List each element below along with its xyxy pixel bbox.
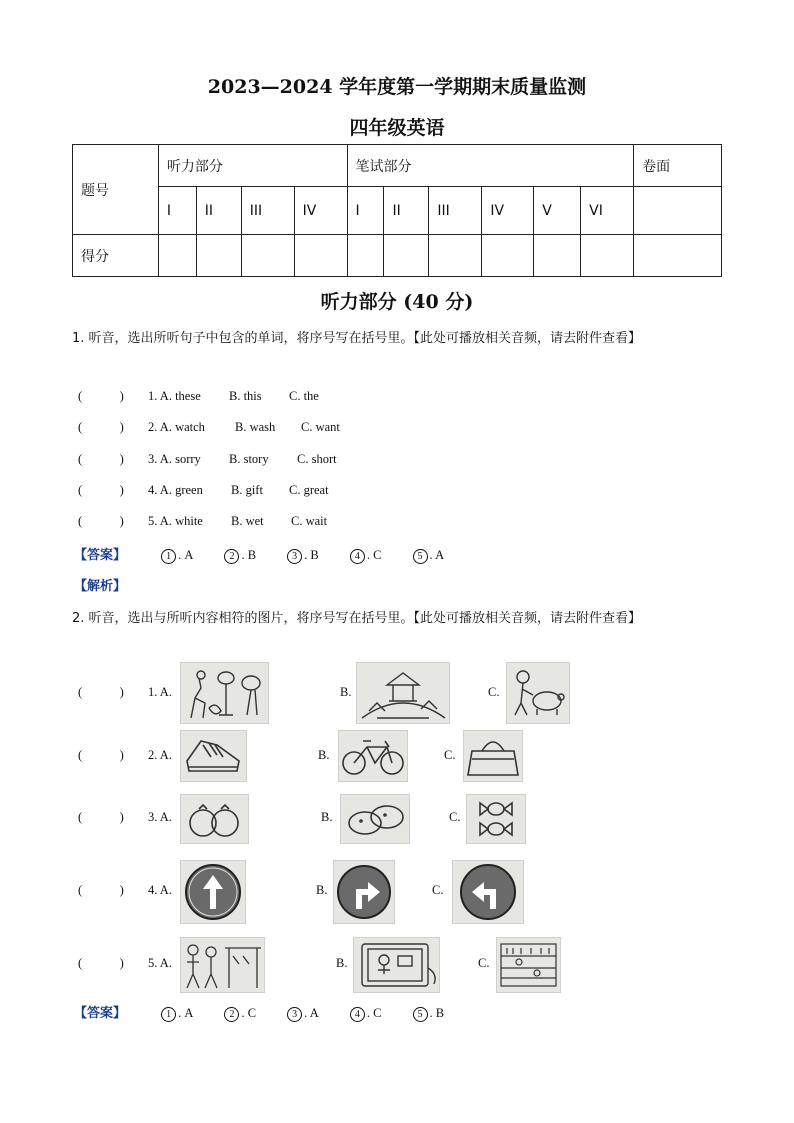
option-a-label: 1. A.: [148, 685, 172, 699]
answer-paren[interactable]: ( ): [78, 956, 124, 970]
answer-paren[interactable]: ( ): [78, 483, 124, 497]
option-a: 5. A. white: [148, 514, 203, 528]
writing-col: III: [429, 187, 482, 235]
answer-paren[interactable]: ( ): [78, 883, 124, 897]
option-b-label: B.: [321, 810, 333, 824]
score-cell[interactable]: [158, 235, 196, 277]
q1-instruction: 1. 听音，选出所听句子中包含的单词，将序号写在括号里。【此处可播放相关音频，请去附件查看】: [72, 331, 642, 346]
shop-shelf-image: [496, 937, 561, 993]
option-a: 4. A. green: [148, 483, 203, 497]
option-c-label: C.: [432, 883, 444, 897]
tomatoes-image: [180, 794, 249, 844]
group-writing: 笔试部分: [347, 145, 634, 187]
group-neatness: 卷面: [634, 145, 722, 187]
turn-left-sign-image: [452, 860, 524, 924]
answer-paren[interactable]: ( ): [78, 685, 124, 699]
children-stall-image: [180, 937, 265, 993]
score-cell[interactable]: [294, 235, 347, 277]
tablet-screen-image: [353, 937, 440, 993]
score-cell[interactable]: [634, 235, 722, 277]
listening-col: III: [241, 187, 294, 235]
score-cell[interactable]: [384, 235, 429, 277]
option-a-label: 5. A.: [148, 956, 172, 970]
option-c: C. the: [289, 389, 319, 403]
q2-instruction: 2. 听音，选出与所听内容相符的图片，将序号写在括号里。【此处可播放相关音频，请去附件查看】: [72, 611, 642, 626]
option-c-label: C.: [488, 685, 500, 699]
answer-1: 1 . A: [161, 548, 193, 562]
option-b: B. wash: [235, 420, 276, 434]
option-c: C. great: [289, 483, 329, 497]
score-cell[interactable]: [482, 235, 534, 277]
writing-col: V: [534, 187, 581, 235]
row-label-question: 题号: [73, 145, 159, 235]
exam-title: 2023—2024 学年度第一学期期末质量监测: [207, 76, 587, 98]
option-b-label: B.: [336, 956, 348, 970]
answer-1: 1 . A: [161, 1006, 193, 1020]
writing-col: II: [384, 187, 429, 235]
option-c-label: C.: [449, 810, 461, 824]
bicycle-image: [338, 730, 408, 782]
answer-paren[interactable]: ( ): [78, 810, 124, 824]
exam-subtitle: 四年级英语: [349, 117, 445, 139]
answer-paren[interactable]: ( ): [78, 420, 124, 434]
option-a-label: 2. A.: [148, 748, 172, 762]
option-c: C. short: [297, 452, 337, 466]
writing-col: I: [347, 187, 384, 235]
score-cell[interactable]: [534, 235, 581, 277]
option-c: C. wait: [291, 514, 328, 528]
option-c-label: C.: [444, 748, 456, 762]
option-b-label: B.: [318, 748, 330, 762]
option-a-label: 3. A.: [148, 810, 172, 824]
answer-2: 2 . C: [224, 1006, 256, 1020]
option-b: B. story: [229, 452, 269, 466]
listening-col: IV: [294, 187, 347, 235]
option-b: B. this: [229, 389, 262, 403]
answer-paren[interactable]: ( ): [78, 452, 124, 466]
option-c: C. want: [301, 420, 340, 434]
turn-right-sign-image: [333, 860, 395, 924]
q1-answer-row: [74, 544, 444, 564]
potatoes-image: [340, 794, 410, 844]
answer-2: 2 . B: [224, 548, 256, 562]
row-label-score: 得分: [73, 235, 159, 277]
score-cell[interactable]: [347, 235, 384, 277]
answer-tag: 【答案】: [74, 548, 127, 563]
score-cell[interactable]: [241, 235, 294, 277]
writing-col: IV: [482, 187, 534, 235]
q2-answer-row: [74, 1002, 444, 1022]
zoo-animals-image: [180, 662, 269, 724]
answer-paren[interactable]: ( ): [78, 748, 124, 762]
answer-4: 4 . C: [350, 548, 382, 562]
answer-paren[interactable]: ( ): [78, 514, 124, 528]
score-table: [72, 144, 722, 277]
answer-3: 3 . B: [287, 548, 319, 562]
option-b-label: B.: [340, 685, 352, 699]
neatness-cell: [634, 187, 722, 235]
group-listening: 听力部分: [158, 145, 347, 187]
answer-3: 3 . A: [287, 1006, 319, 1020]
answer-5: 5 . B: [413, 1006, 445, 1020]
writing-col: VI: [581, 187, 634, 235]
candies-image: [466, 794, 526, 844]
answer-paren[interactable]: ( ): [78, 389, 124, 403]
listening-col: II: [196, 187, 241, 235]
option-a: 2. A. watch: [148, 420, 205, 434]
option-c-label: C.: [478, 956, 490, 970]
listening-col: I: [158, 187, 196, 235]
option-b: B. gift: [231, 483, 263, 497]
answer-tag: 【答案】: [74, 1006, 127, 1021]
option-a-label: 4. A.: [148, 883, 172, 897]
shoes-image: [180, 730, 247, 782]
option-b: B. wet: [231, 514, 264, 528]
farmer-pig-image: [506, 662, 570, 724]
go-straight-sign-image: [180, 860, 246, 924]
option-a: 3. A. sorry: [148, 452, 201, 466]
score-cell[interactable]: [429, 235, 482, 277]
answer-5: 5 . A: [413, 548, 445, 562]
bag-image: [463, 730, 523, 782]
option-a: 1. A. these: [148, 389, 201, 403]
pavilion-image: [356, 662, 450, 724]
section-title: 听力部分 (40 分): [320, 291, 474, 313]
analysis-tag: 【解析】: [74, 579, 127, 594]
score-cell[interactable]: [581, 235, 634, 277]
score-cell[interactable]: [196, 235, 241, 277]
option-b-label: B.: [316, 883, 328, 897]
answer-4: 4 . C: [350, 1006, 382, 1020]
